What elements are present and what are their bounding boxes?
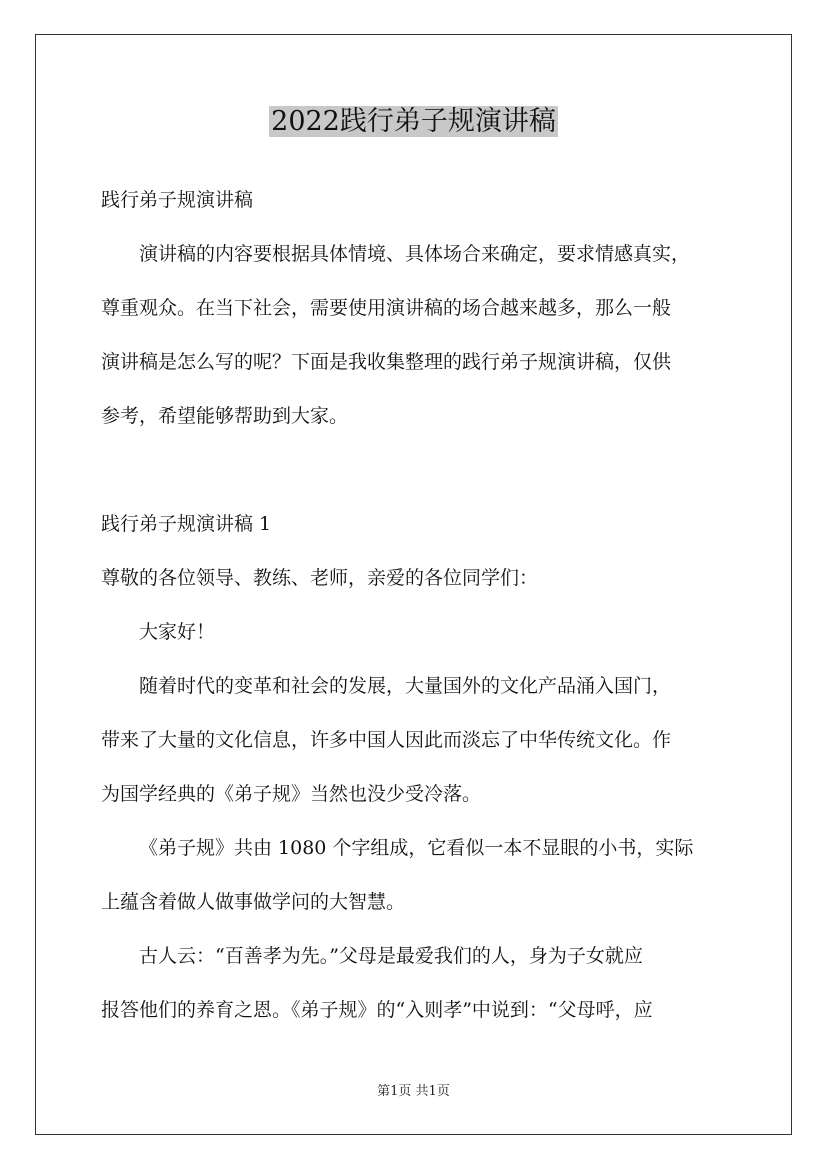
body-line-2: 带来了大量的文化信息，许多中国人因此而淡忘了中华传统文化。作: [101, 729, 672, 751]
body-line-4: 《弟子规》共由 1080 个字组成，它看似一本不显眼的小书，实际: [139, 837, 694, 859]
body-line-1: 随着时代的变革和社会的发展，大量国外的文化产品涌入国门，: [139, 675, 672, 697]
subtitle: 践行弟子规演讲稿: [101, 189, 254, 211]
intro-line-1: 演讲稿的内容要根据具体情境、具体场合来确定，要求情感真实，: [139, 243, 691, 265]
document-body: [101, 173, 727, 1037]
body-line-6: 古人云：“百善孝为先。”父母是最爱我们的人，身为子女就应: [139, 945, 643, 967]
body-line-3: 为国学经典的《弟子规》当然也没少受冷落。: [101, 783, 482, 805]
body-line-5: 上蕴含着做人做事做学问的大智慧。: [101, 891, 406, 913]
document-title: 2022践行弟子规演讲稿: [271, 106, 556, 137]
intro-line-3: 演讲稿是怎么写的呢？下面是我收集整理的践行弟子规演讲稿，仅供: [101, 351, 672, 373]
intro-line-2: 尊重观众。在当下社会，需要使用演讲稿的场合越来越多，那么一般: [101, 297, 672, 319]
body-line-7: 报答他们的养育之恩。《弟子规》的“入则孝”中说到：“父母呼，应: [101, 999, 653, 1021]
page-footer: [0, 1082, 827, 1102]
greeting: 大家好！: [139, 621, 216, 643]
section-heading: 践行弟子规演讲稿 1: [101, 513, 272, 535]
intro-line-4: 参考，希望能够帮助到大家。: [101, 405, 349, 427]
page-number: 第1页 共1页: [377, 1084, 450, 1099]
paragraph-gap: [101, 443, 727, 497]
document-title-block: [0, 100, 827, 144]
salutation: 尊敬的各位领导、教练、老师，亲爱的各位同学们：: [101, 567, 539, 589]
